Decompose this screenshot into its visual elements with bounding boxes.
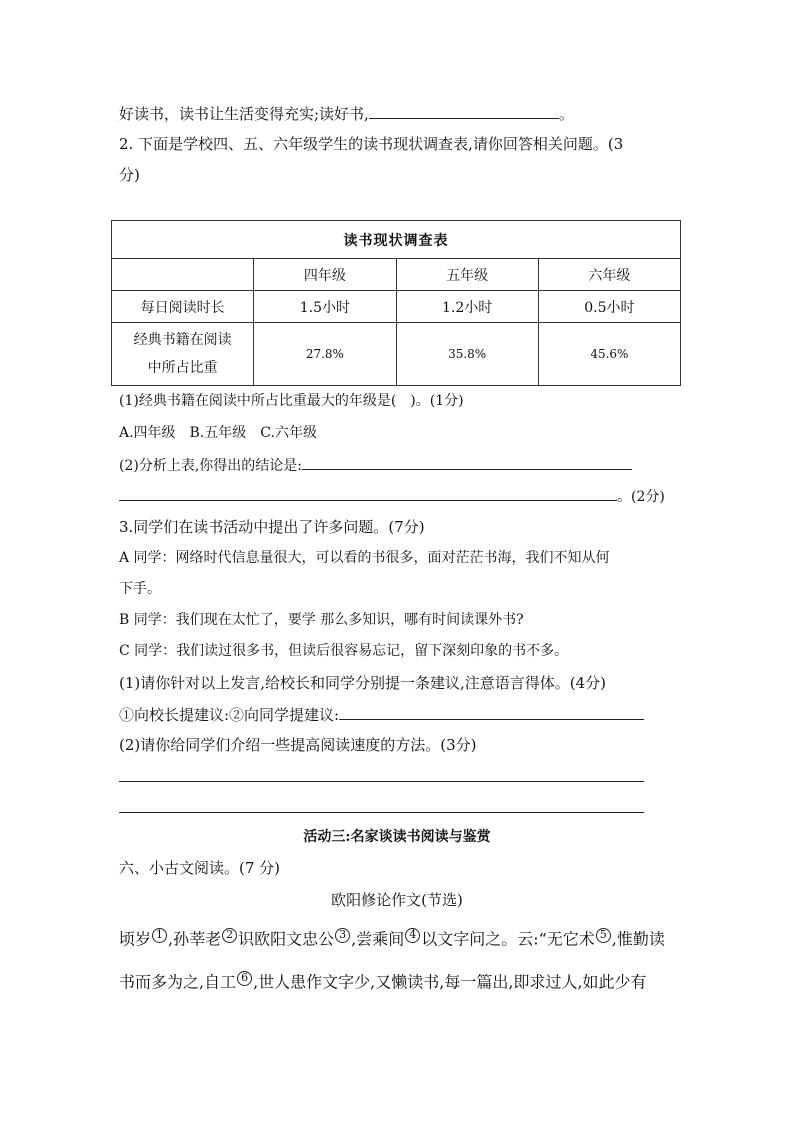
row-label: 经典书籍在阅读 中所占比重 [112, 323, 254, 386]
answer-line[interactable] [119, 812, 644, 813]
table-header-row [112, 259, 681, 291]
question-2-1-options: A.四年级 B.五年级 C.六年级 [119, 425, 317, 441]
table-header-cell: 六年级 [538, 259, 680, 291]
footnote-mark: 4 [405, 928, 420, 943]
section-6-title: 六、小古文阅读。(7 分) [119, 859, 281, 877]
question-2-1: (1)经典书籍在阅读中所占比重最大的年级是( )。(1分) [119, 393, 464, 409]
answer-blank[interactable] [339, 704, 644, 720]
footnote-mark: 5 [596, 928, 611, 943]
question-3-1: (1)请你针对以上发言,给校长和同学分别提一条建议,注意语言得体。(4分) [119, 674, 607, 692]
question-2-title: 2. 下面是学校四、五、六年级学生的读书现状调查表,请你回答相关问题。(3 [119, 135, 624, 153]
student-a-line1: A 同学：网络时代信息量很大，可以看的书很多，面对茫茫书海，我们不知从何 [119, 550, 610, 566]
question-2-title-cont: 分) [119, 166, 140, 184]
table-row [112, 323, 681, 386]
question-2-2: (2)分析上表,你得出的结论是: [119, 454, 632, 476]
table-row [112, 291, 681, 323]
row-label: 每日阅读时长 [112, 291, 254, 323]
table-title: 读书现状调查表 [112, 221, 681, 259]
footnote-mark: 3 [335, 928, 350, 943]
answer-line[interactable] [119, 781, 644, 782]
table-header-cell: 五年级 [396, 259, 538, 291]
table-cell: 27.8% [254, 323, 396, 386]
fill-in-line: 好读书，读书让生活变得充实;读好书, 。 [119, 105, 574, 123]
footnote-mark: 2 [222, 928, 237, 943]
answer-blank[interactable] [369, 103, 559, 119]
question-3-1-answer: ①向校长提建议:②向同学提建议: [119, 704, 644, 725]
passage-line-2: 书而多为之,自工 $^6$ ,世人患作文字少,又懒读书,每一篇出,即求过人,如此少有 [119, 971, 647, 992]
question-3-2: (2)请你给同学们介绍一些提高阅读速度的方法。(3分) [119, 736, 477, 754]
fill-in-text: 好读书，读书让生活变得充实;读好书, [119, 105, 369, 123]
table-cell: 1.2小时 [396, 291, 538, 323]
answer-blank[interactable] [302, 454, 632, 470]
question-2-2-line2: 。(2分) [119, 485, 665, 507]
student-c: C 同学：我们读过很多书，但读后很容易忘记，留下深刻印象的书不多。 [119, 643, 569, 659]
student-b: B 同学：我们现在太忙了，要学 那么多知识，哪有时间读课外书? [119, 612, 524, 628]
table-header-cell [112, 259, 254, 291]
footnote-mark: 6 [237, 971, 252, 986]
footnote-mark: 1 [152, 928, 167, 943]
table-cell: 35.8% [396, 323, 538, 386]
student-a-line2: 下手。 [119, 581, 161, 597]
passage-line-1: 顷岁 $^1$ ,孙莘老 $^2$ 识欧阳文忠公 $^3$ ,尝乘间 $^4$ 以文字问之。云:“无它术 $^5$ ,惟勤读 [119, 928, 665, 949]
passage-title: 欧阳修论作文(节选) [331, 891, 463, 909]
answer-blank[interactable] [119, 485, 617, 501]
activity-3-title: 活动三:名家谈读书阅读与鉴赏 [303, 829, 491, 845]
table-cell: 0.5小时 [538, 291, 680, 323]
question-3-title: 3.同学们在读书活动中提出了许多问题。(7分) [119, 518, 425, 536]
table-header-cell: 四年级 [254, 259, 396, 291]
survey-table [111, 220, 681, 386]
table-cell: 45.6% [538, 323, 680, 386]
table-cell: 1.5小时 [254, 291, 396, 323]
